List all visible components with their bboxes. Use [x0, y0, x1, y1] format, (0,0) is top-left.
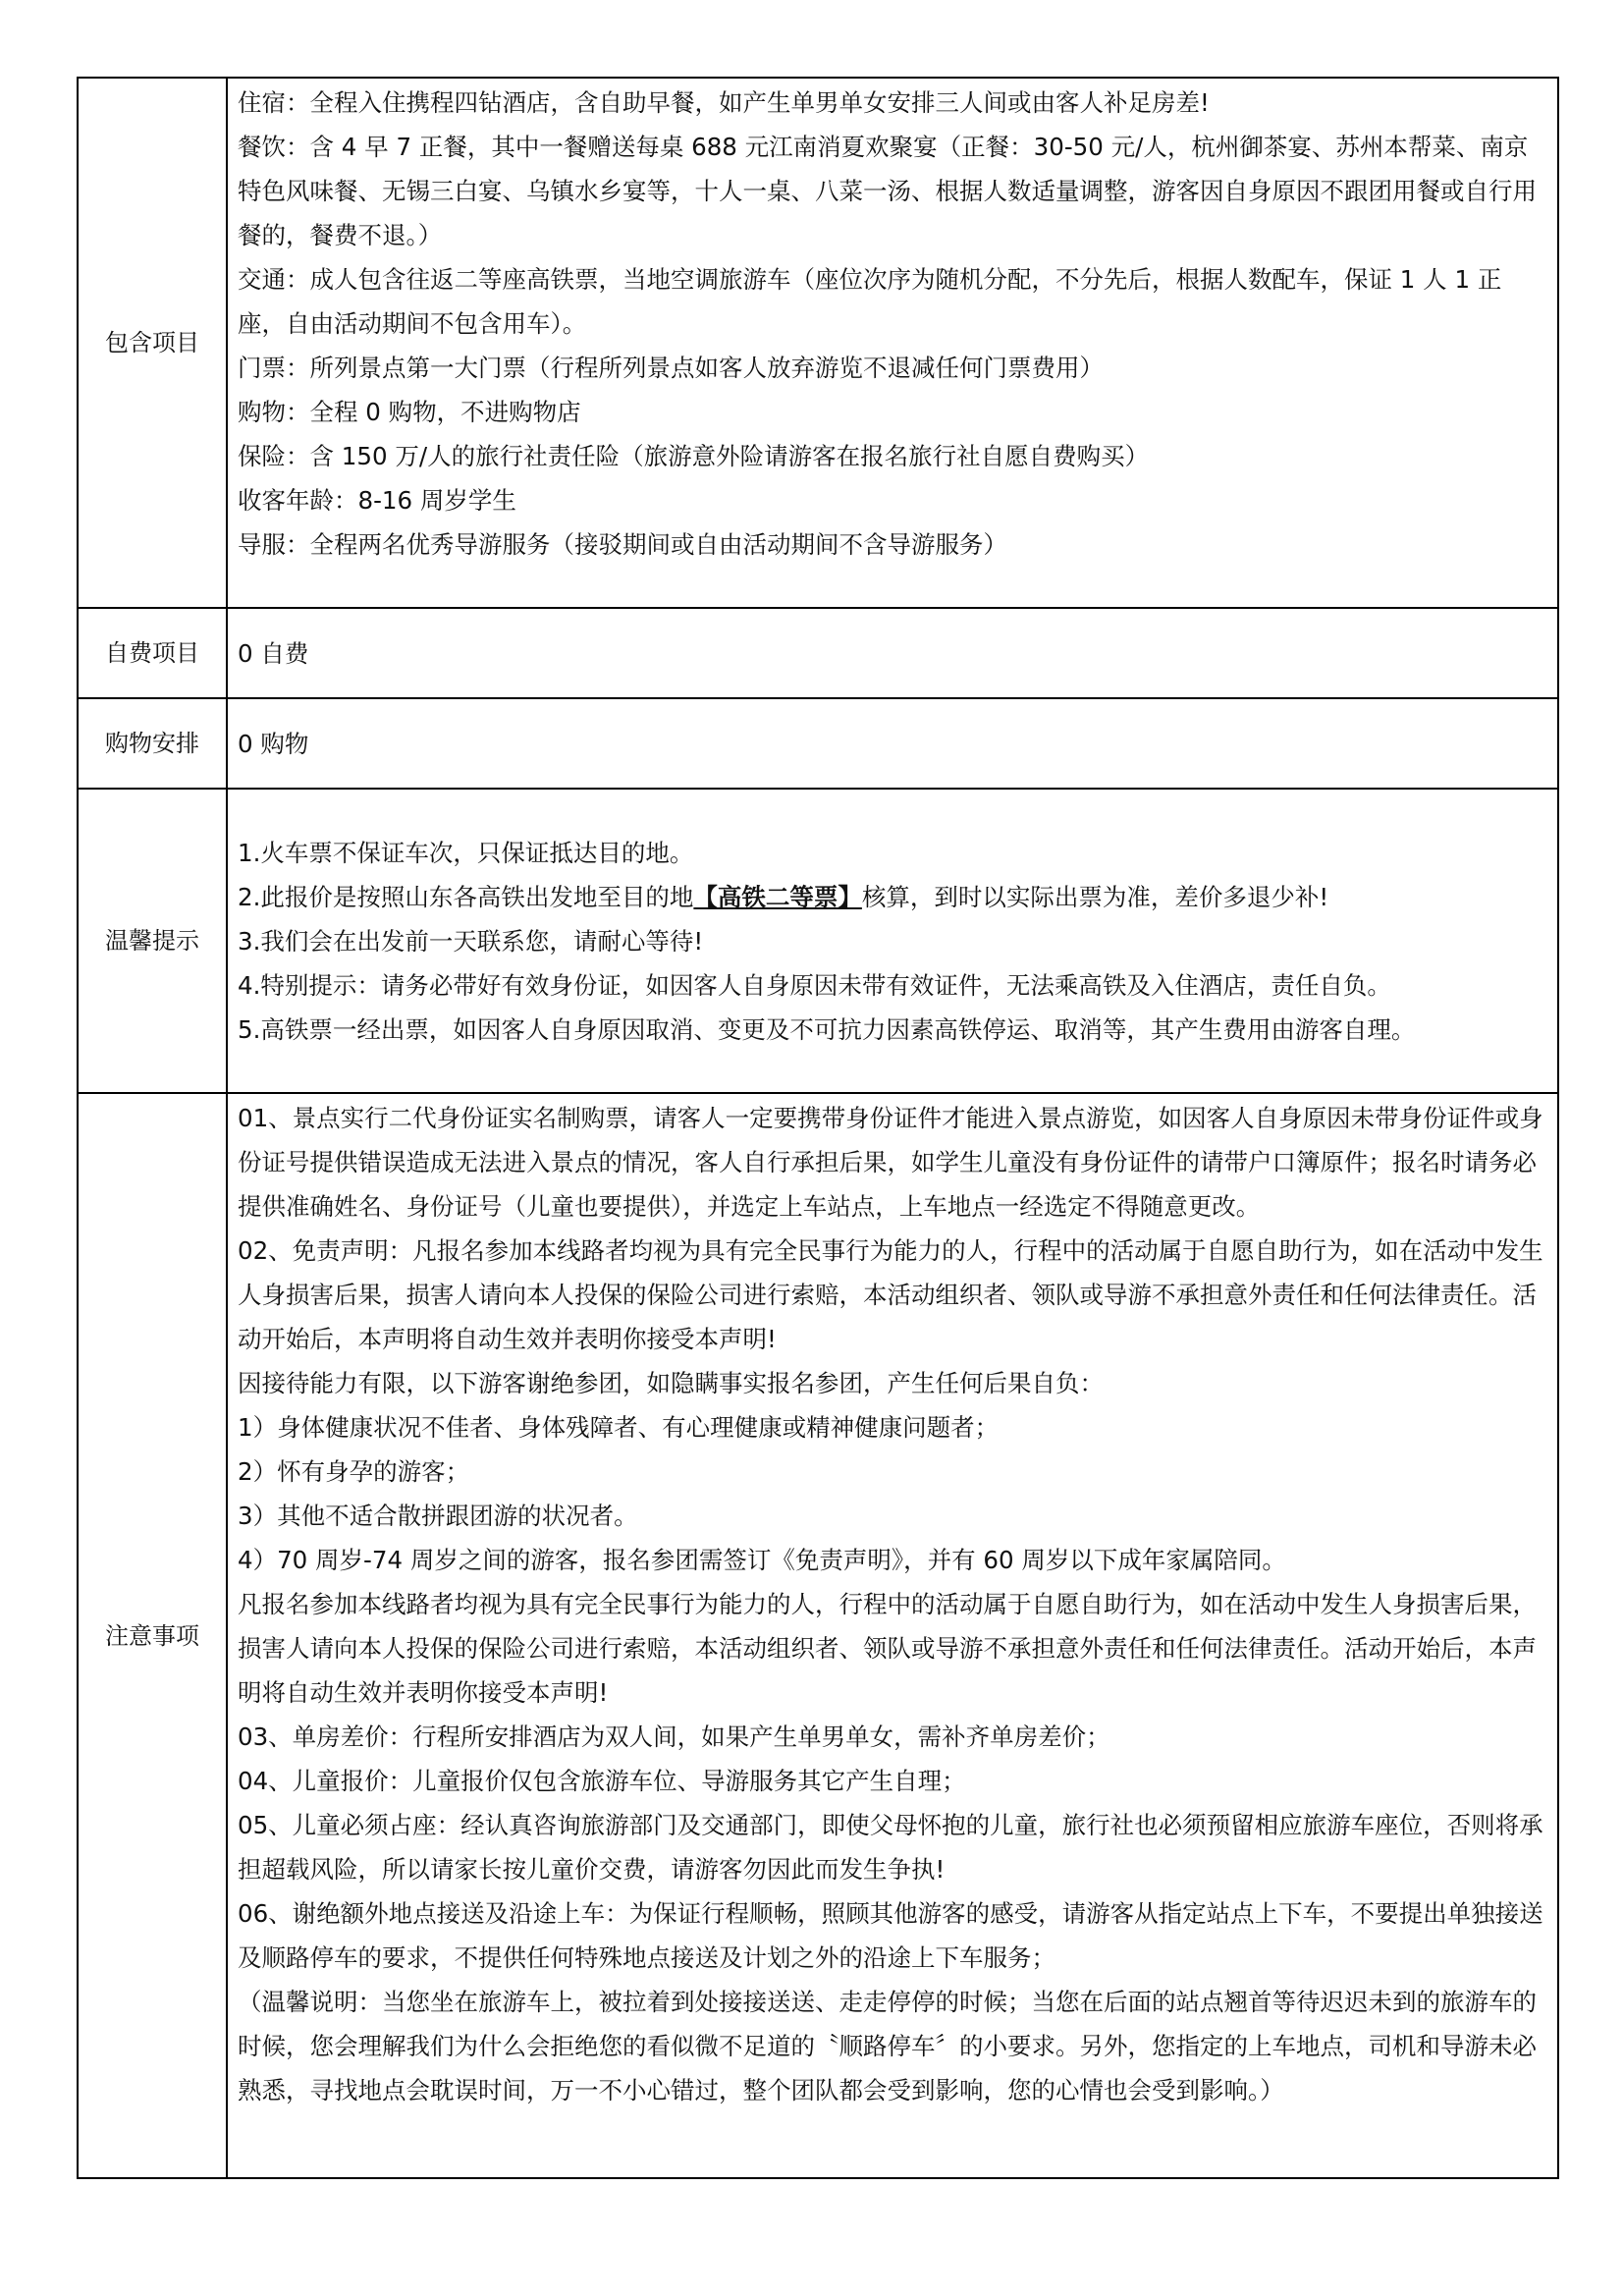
tip-5: 5.高铁票一经出票，如因客人自身原因取消、变更及不可抗力因素高铁停运、取消等，其产生费用由游客自理。: [238, 1014, 1416, 1044]
tip-2: [238, 875, 1547, 919]
tips-label: 温馨提示: [78, 789, 227, 1093]
note-disclaimer-repeat: 凡报名参加本线路者均视为具有完全民事行为能力的人，行程中的活动属于自愿自助行为，如在活动中发生人身损害后果，损害人请向本人投保的保险公司进行索赔，本活动组织者、领队或导游不承担意外责任和任何法律责任。活动开始后，本声明将自动生效并表明你接受本声明!: [238, 1590, 1537, 1707]
self-pay-row: [78, 608, 1558, 698]
meals-line: 餐饮：含 4 早 7 正餐，其中一餐赠送每桌 688 元江南消夏欢聚宴（正餐：30-50 元/人，杭州御茶宴、苏州本帮菜、南京特色风味餐、无锡三白宴、乌镇水乡宴等，十人一桌、八菜一汤、根据人数适量调整，游客因自身原因不跟团用餐或自行用餐的，餐费不退。）: [238, 133, 1537, 249]
tip-3: 3.我们会在出发前一天联系您，请耐心等待!: [238, 926, 704, 956]
self-pay-content: 0 自费: [227, 608, 1558, 698]
self-pay-label: 自费项目: [78, 608, 227, 698]
note-02: 02、免责声明：凡报名参加本线路者均视为具有完全民事行为能力的人，行程中的活动属于自愿自助行为，如在活动中发生人身损害后果，损害人请向本人投保的保险公司进行索赔，本活动组织者、领队或导游不承担意外责任和任何法律责任。活动开始后，本声明将自动生效并表明你接受本声明!: [238, 1236, 1543, 1353]
note-04: 04、儿童报价：儿童报价仅包含旅游车位、导游服务其它产生自理；: [238, 1767, 966, 1795]
tips-content: [227, 789, 1558, 1093]
notes-row: [78, 1093, 1558, 2178]
notes-content: [227, 1093, 1558, 2178]
shopping-row: [78, 698, 1558, 789]
note-refusal-2: 2）怀有身孕的游客；: [238, 1457, 470, 1486]
note-refusal-intro: 因接待能力有限，以下游客谢绝参团，如隐瞒事实报名参团，产生任何后果自负：: [238, 1369, 1104, 1397]
note-05: 05、儿童必须占座：经认真咨询旅游部门及交通部门，即使父母怀抱的儿童，旅行社也必须预留相应旅游车座位，否则将承担超载风险，所以请家长按儿童价交费，请游客勿因此而发生争执!: [238, 1811, 1543, 1884]
tickets-line: 门票：所列景点第一大门票（行程所列景点如客人放弃游览不退减任何门票费用）: [238, 354, 1104, 382]
tip-2-highlight: 【高铁二等票】: [693, 882, 862, 911]
note-01: 01、景点实行二代身份证实名制购票，请客人一定要携带身份证件才能进入景点游览，如因客人自身原因未带身份证件或身份证号提供错误造成无法进入景点的情况，客人自行承担后果，如学生儿童没有身份证件的请带户口簿原件；报名时请务必提供准确姓名、身份证号（儿童也要提供），并选定上车站点，上车地点一经选定不得随意更改。: [238, 1104, 1543, 1221]
note-refusal-3: 3）其他不适合散拼跟团游的状况者。: [238, 1502, 638, 1530]
note-refusal-1: 1）身体健康状况不佳者、身体残障者、有心理健康或精神健康问题者；: [238, 1413, 1000, 1442]
tip-2-suffix: 核算，到时以实际出票为准，差价多退少补!: [861, 882, 1329, 911]
tips-row: [78, 789, 1558, 1093]
tip-4: 4.特别提示：请务必带好有效身份证，如因客人自身原因未带有效证件，无法乘高铁及入住酒店，责任自负。: [238, 970, 1391, 1000]
transport-line: 交通：成人包含往返二等座高铁票，当地空调旅游车（座位次序为随机分配，不分先后，根据人数配车，保证 1 人 1 正座，自由活动期间不包含用车）。: [238, 265, 1502, 338]
shopping-line: 购物：全程 0 购物，不进购物店: [238, 398, 581, 426]
age-line: 收客年龄：8-16 周岁学生: [238, 486, 516, 515]
guide-line: 导服：全程两名优秀导游服务（接驳期间或自由活动期间不含导游服务）: [238, 530, 1007, 559]
tip-1: 1.火车票不保证车次，只保证抵达目的地。: [238, 838, 694, 867]
shopping-content: 0 购物: [227, 698, 1558, 789]
insurance-line: 保险：含 150 万/人的旅行社责任险（旅游意外险请游客在报名旅行社自愿自费购买）: [238, 442, 1150, 470]
note-refusal-4: 4）70 周岁-74 周岁之间的游客，报名参团需签订《免责声明》，并有 60 周岁以下成年家属陪同。: [238, 1546, 1286, 1574]
included-items-row: [78, 78, 1558, 608]
note-03: 03、单房差价：行程所安排酒店为双人间，如果产生单男单女，需补齐单房差价；: [238, 1722, 1110, 1751]
note-06: 06、谢绝额外地点接送及沿途上车：为保证行程顺畅，照顾其他游客的感受，请游客从指定站点上下车，不要提出单独接送及顺路停车的要求，不提供任何特殊地点接送及计划之外的沿途上下车服务；: [238, 1899, 1543, 1972]
accommodation-line: 住宿：全程入住携程四钻酒店，含自助早餐，如产生单男单女安排三人间或由客人补足房差!: [238, 88, 1210, 117]
tip-2-prefix: 2.此报价是按照山东各高铁出发地至目的地: [238, 882, 694, 911]
included-items-label: 包含项目: [78, 78, 227, 608]
note-warm-explanation: （温馨说明：当您坐在旅游车上，被拉着到处接接送送、走走停停的时候；当您在后面的站点翘首等待迟迟未到的旅游车的时候，您会理解我们为什么会拒绝您的看似微不足道的〝顺路停车〞的小要求。另外，您指定的上车地点，司机和导游未必熟悉，寻找地点会耽误时间，万一不小心错过，整个团队都会受到影响，您的心情也会受到影响。）: [238, 1988, 1537, 2105]
shopping-label: 购物安排: [78, 698, 227, 789]
itinerary-terms-table: [77, 77, 1559, 2179]
notes-label: 注意事项: [78, 1093, 227, 2178]
included-items-content: [227, 78, 1558, 608]
